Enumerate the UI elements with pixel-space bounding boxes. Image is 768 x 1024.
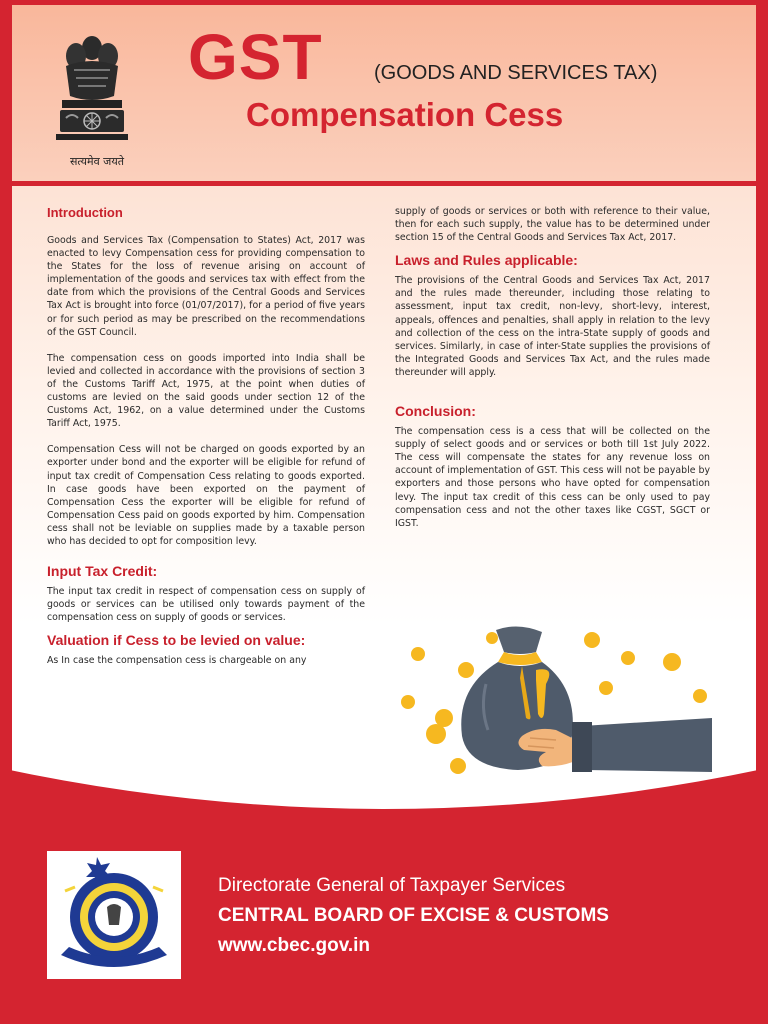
conclusion-heading: Conclusion: — [395, 403, 476, 420]
header-divider — [12, 181, 756, 186]
laws-paragraph: The provisions of the Central Goods and Services Tax Act, 2017 and the rules made thereunder, including those relating to assessment, input tax credit, non-levy, short-levy, interest, appeals, offences and penalties, shall apply in relation to the levy and collection of the cess on the intra-State supply of goods and services. Similarly, in case of inter-State supplies the provisions of the Integrated Goods and Services Tax Act, and the rules made thereunder will apply. — [395, 275, 710, 378]
intro-paragraph-2: The compensation cess on goods imported into India shall be levied and collected in accordance with the provisions of section 3 of the Customs Tariff Act, 1975, at the point when duties of customs are levied on the said goods under section 12 of the Customs Act, 1962, on a value determined under the Customs Tariff Act, 1975. — [47, 352, 365, 430]
valuation-heading: Valuation if Cess to be levied on value: — [47, 632, 306, 649]
left-column — [47, 205, 365, 667]
gst-title: GST — [188, 21, 323, 93]
ashoka-emblem-icon — [52, 26, 132, 154]
intro-paragraph-3: Compensation Cess will not be charged on goods exported by an exporter under bond and the exporter will be eligible for refund of input tax credit of Compensation Cess relating to goods exported. In case goods have been exported on the payment of Compensation Cess the exporter will be eligible for refund of Compensation Cess paid on goods exported by him. Compensation cess shall not be leviable on supplies made by a taxable person who has decided to opt for composition levy. — [47, 444, 365, 547]
valuation-paragraph-cont: supply of goods or services or both with reference to their value, then for each such supply, the value has to be determined under section 15 of the Central Goods and Services Tax Act, 2017. — [395, 206, 710, 244]
itc-heading: Input Tax Credit: — [47, 563, 158, 580]
footer-directorate: Directorate General of Taxpayer Services — [218, 875, 566, 896]
cbec-logo-box — [47, 851, 181, 979]
conclusion-paragraph: The compensation cess is a cess that will be collected on the supply of select goods and or services or both till 1st July 2022. The cess will compensate the states for any revenue loss on account of implementation of GST. This cess will not be payable by exporters and those persons who have opted for compensation levy. The input tax credit of this cess can be only used to pay compensation cess and not the other taxes like CGST, SGCT or IGST. — [395, 426, 710, 529]
gst-subtitle: (GOODS AND SERVICES TAX) — [374, 62, 658, 84]
footer-board-name: CENTRAL BOARD OF EXCISE & CUSTOMS — [218, 905, 609, 926]
introduction-heading: Introduction — [47, 205, 123, 220]
cess-title: Compensation Cess — [246, 96, 564, 133]
emblem-motto: सत्यमेव जयते — [69, 155, 124, 168]
cbec-seal-icon — [47, 851, 181, 979]
footer-website-link[interactable]: www.cbec.gov.in — [218, 935, 371, 956]
right-column — [395, 205, 710, 530]
laws-heading: Laws and Rules applicable: — [395, 252, 578, 269]
valuation-paragraph-start: As In case the compensation cess is chargeable on any — [47, 655, 307, 667]
intro-paragraph-1: Goods and Services Tax (Compensation to States) Act, 2017 was enacted to levy Compensation cess for providing compensation to the States for the loss of revenue arising on account of implementation of the goods and services tax with effect from the date from which the provisions of the Central Goods and Services Tax Act is brought into force (01/07/2017), for a period of five years or for such period as may be prescribed on the recommendations of the GST Council. — [47, 235, 365, 338]
itc-paragraph: The input tax credit in respect of compensation cess on supply of goods or services can be utilised only towards payment of the compensation cess on supply of goods or services. — [47, 586, 365, 624]
